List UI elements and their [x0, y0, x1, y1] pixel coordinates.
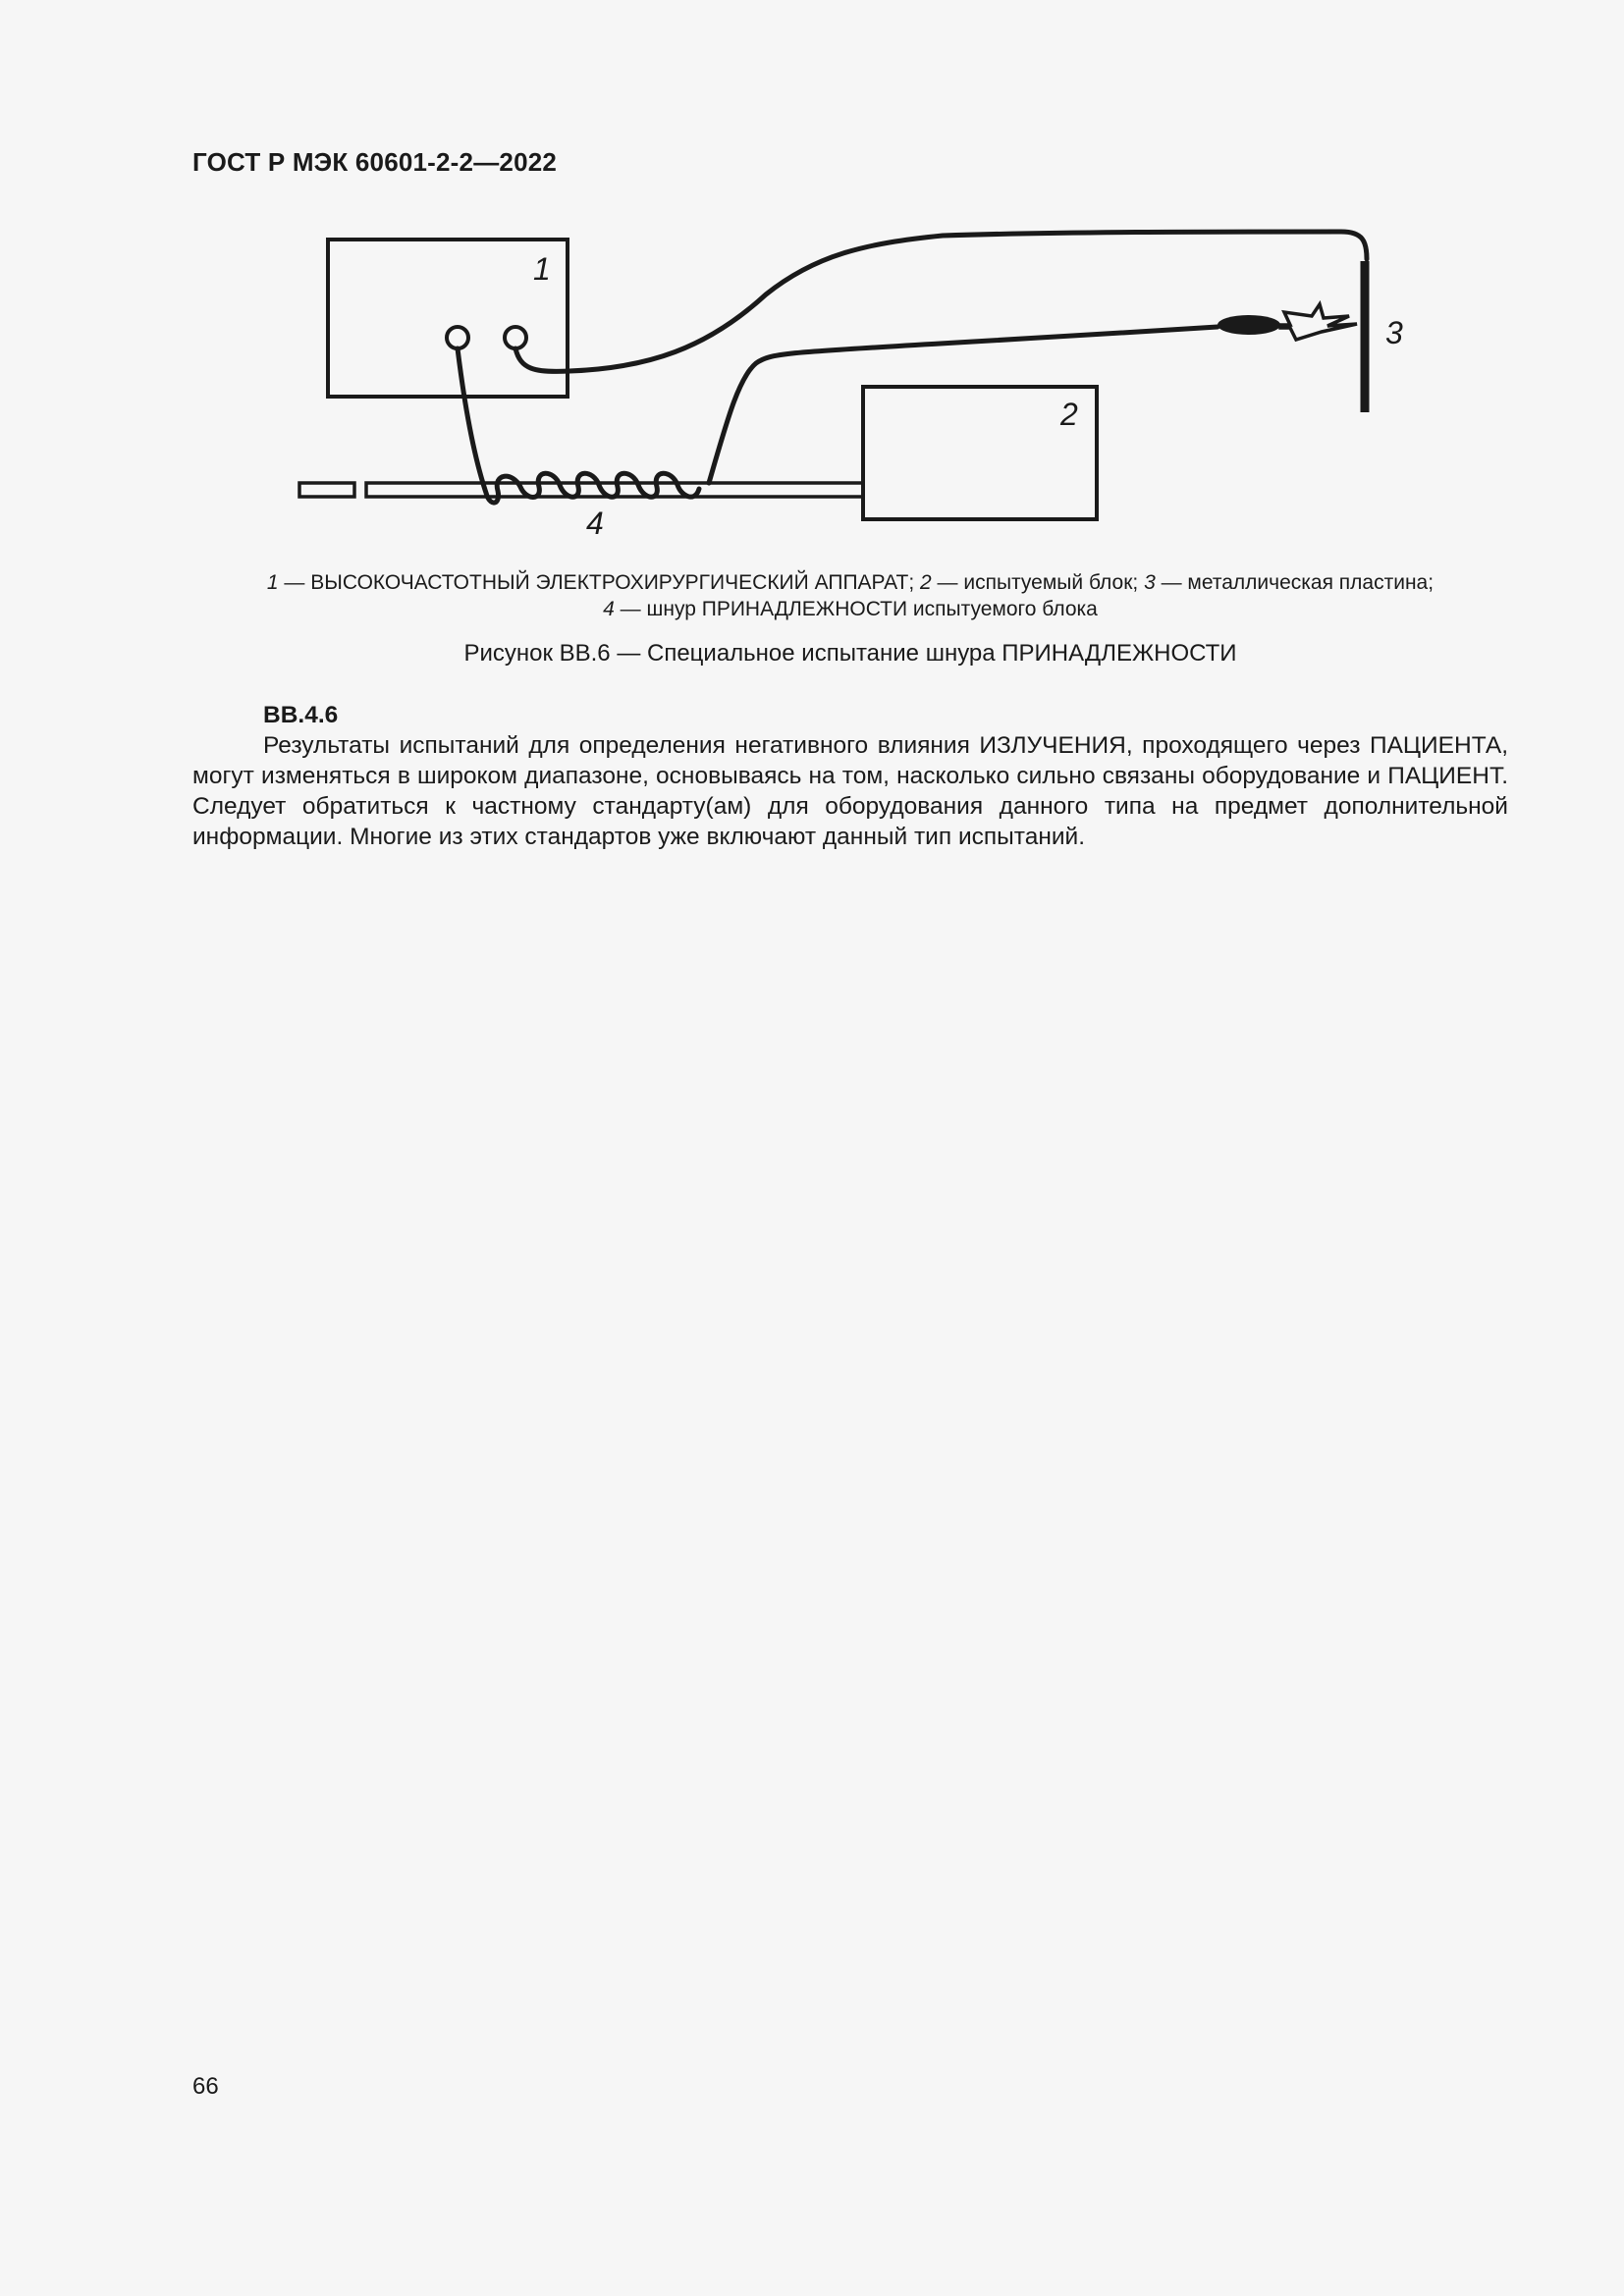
page-number: 66 [192, 2073, 219, 2100]
legend-text-1: — ВЫСОКОЧАСТОТНЫЙ ЭЛЕКТРОХИРУРГИЧЕСКИЙ АППАРАТ; [278, 571, 921, 594]
legend-text-2: — испытуемый блок; [931, 571, 1145, 594]
clause-section [192, 700, 1508, 852]
page-header-standard-id: ГОСТ Р МЭК 60601-2-2—2022 [192, 147, 558, 177]
legend-key-3: 3 [1144, 571, 1156, 594]
legend-key-4: 4 [603, 598, 615, 620]
active-electrode-handle [1218, 315, 1280, 335]
legend-text-4: — шнур ПРИНАДЛЕЖНОСТИ испытуемого блока [614, 598, 1098, 620]
figure-legend-line-1 [192, 569, 1508, 597]
legend-key-2: 2 [920, 571, 932, 594]
legend-key-1: 1 [266, 571, 279, 594]
legend-text-3: — металлическая пластина; [1155, 571, 1435, 594]
terminal-right [505, 327, 526, 348]
figure-legend-line-2 [192, 596, 1508, 623]
accessory-cord-stub [299, 483, 354, 497]
label-2: 2 [1060, 397, 1078, 432]
terminal-left [447, 327, 468, 348]
label-3: 3 [1385, 315, 1403, 350]
wire-to-electrode [709, 327, 1218, 483]
clause-text: Результаты испытаний для определения негативного влияния ИЗЛУЧЕНИЯ, проходящего через ПАЦИЕНТА, могут изменяться в широком диапазоне, основываясь на том, насколько сильно связаны оборудование и ПАЦИЕНТ. Следует обратиться к частному стандарту(ам) для оборудования данного типа на предмет дополнительной информации. Многие из этих стандартов уже включают данный тип испытаний. [192, 732, 1508, 850]
clause-number: ВВ.4.6 [263, 702, 339, 728]
hf-equipment-box [328, 240, 568, 397]
figure-caption: Рисунок ВВ.6 — Специальное испытание шнура ПРИНАДЛЕЖНОСТИ [463, 640, 1237, 667]
label-1: 1 [533, 251, 551, 287]
spark-icon [1280, 304, 1357, 340]
label-4: 4 [586, 506, 604, 541]
return-wire [515, 232, 1367, 371]
